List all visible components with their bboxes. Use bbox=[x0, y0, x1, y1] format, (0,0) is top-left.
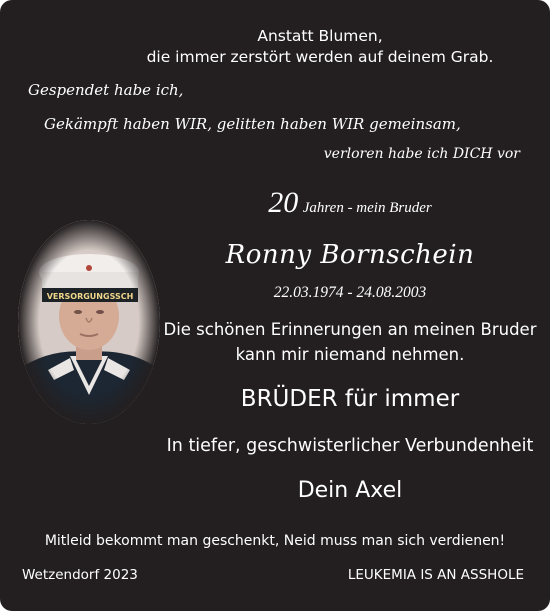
bond-line: In tiefer, geschwisterlicher Verbundenheit bbox=[166, 436, 534, 456]
motto: LEUKEMIA IS AN ASSHOLE bbox=[347, 567, 524, 583]
closing-quote: Mitleid bekommt man geschenkt, Neid muss man sich verdienen! bbox=[44, 533, 506, 549]
sailor-portrait-image bbox=[18, 220, 160, 424]
intro-line-1: Anstatt Blumen, bbox=[257, 27, 383, 45]
brothers-forever: BRÜDER für immer bbox=[240, 386, 460, 412]
signature: Dein Axel bbox=[297, 478, 403, 503]
years-line bbox=[150, 186, 550, 220]
verse-line-3: verloren habe ich DICH vor bbox=[323, 146, 520, 162]
years-text: Jahren - mein Bruder bbox=[302, 200, 432, 216]
verse-line-2: Gekämpft haben WIR, gelitten haben WIR gemeinsam, bbox=[44, 115, 461, 133]
memory-line-1: Die schönen Erinnerungen an meinen Bruder bbox=[163, 320, 537, 339]
intro-line-2: die immer zerstört werden auf deinem Grab. bbox=[146, 48, 494, 66]
place-year: Wetzendorf 2023 bbox=[22, 567, 138, 583]
verse-line-1: Gespendet habe ich, bbox=[28, 81, 184, 99]
deceased-name: Ronny Bornschein bbox=[225, 240, 475, 270]
memory-line-2: kann mir niemand nehmen. bbox=[235, 345, 465, 364]
life-dates: 22.03.1974 - 24.08.2003 bbox=[273, 284, 427, 301]
portrait-photo bbox=[18, 220, 160, 424]
years-number: 20 bbox=[268, 186, 299, 219]
